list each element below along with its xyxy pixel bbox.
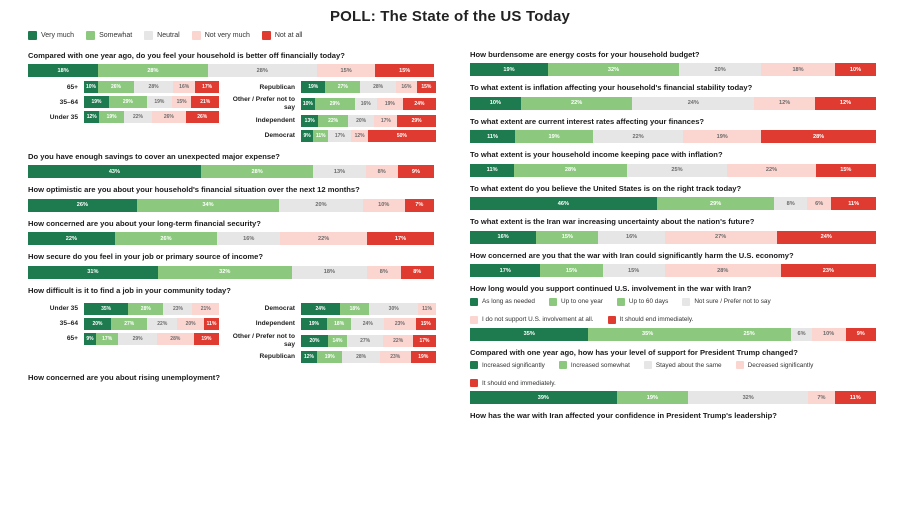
- legend-item: [559, 361, 630, 369]
- bar-segment: 12%: [84, 111, 99, 123]
- bar-segment: 11%: [470, 130, 515, 143]
- bar-segment: 11%: [313, 130, 328, 142]
- bar-segment: 8%: [774, 197, 806, 210]
- legend-item: [617, 298, 668, 306]
- bar-segment: 7%: [405, 199, 434, 212]
- bar-trump-support-change: [470, 391, 876, 404]
- bar-segment: 19%: [301, 318, 327, 330]
- bar-segment: 25%: [707, 328, 792, 341]
- legend-label: Increased significantly: [482, 361, 545, 369]
- breakdown-row-label: Democrat: [264, 131, 295, 139]
- bar-segment: 15%: [417, 81, 436, 93]
- bar-segment: 9%: [846, 328, 876, 341]
- question-support-duration: How long would you support continued U.S. involvement in the war with Iran?: [470, 284, 752, 294]
- legend-swatch: [644, 361, 652, 369]
- breakdown-row-label: Republican: [259, 83, 295, 91]
- breakdown-row-bar: [84, 111, 219, 123]
- bar-segment: 23%: [384, 318, 415, 330]
- bar-segment: 23%: [380, 351, 411, 363]
- bar-segment: 26%: [115, 232, 217, 245]
- breakdown-row-label: Democrat: [264, 305, 295, 313]
- legend-label: As long as needed: [482, 298, 535, 306]
- question-optimism: How optimistic are you about your household's financial situation over the next 12 months?: [28, 185, 360, 195]
- bar-segment: 10%: [835, 63, 876, 76]
- better-off-breakdowns: [12, 77, 444, 144]
- breakdown-row: [229, 115, 444, 127]
- bar-segment: 30%: [369, 303, 418, 315]
- right-column: [454, 44, 886, 425]
- question-trump-support-change: Compared with one year ago, how has your level of support for President Trump changed?: [470, 347, 798, 357]
- bar-segment: 15%: [603, 264, 665, 277]
- bar-segment: 19%: [99, 111, 123, 123]
- bar-better-off-overall: [28, 64, 434, 77]
- bar-segment: 11%: [204, 318, 219, 330]
- bar-segment: 23%: [163, 303, 192, 315]
- bar-segment: 24%: [403, 98, 436, 110]
- bar-segment: 18%: [327, 318, 352, 330]
- bar-segment: 28%: [208, 64, 317, 77]
- legend-item: [736, 361, 814, 369]
- question-energy-costs: How burdensome are energy costs for your household budget?: [470, 50, 700, 59]
- legend-item-not-at-all: [262, 31, 303, 40]
- bar-segment: 16%: [355, 98, 377, 110]
- bar-segment: 11%: [831, 197, 876, 210]
- bar-segment: 8%: [401, 266, 434, 279]
- question-savings: Do you have enough savings to cover an unexpected major expense?: [28, 151, 280, 161]
- bar-segment: 29%: [109, 96, 147, 108]
- legend-label-very-much: Very much: [41, 32, 75, 39]
- bar-support-duration: [470, 328, 876, 341]
- breakdown-row: [12, 81, 227, 93]
- bar-segment: 8%: [366, 165, 398, 178]
- bar-segment: 19%: [617, 391, 688, 404]
- breakdown-row: [229, 351, 444, 363]
- breakdown-row: [229, 81, 444, 93]
- bar-segment: 21%: [192, 303, 218, 315]
- legend-swatch: [470, 316, 478, 324]
- bar-segment: 22%: [147, 318, 177, 330]
- bar-segment: 21%: [191, 96, 219, 108]
- legend-swatch: [470, 361, 478, 369]
- bar-segment: 15%: [416, 318, 436, 330]
- bar-segment: 18%: [292, 266, 367, 279]
- bar-inflation-stability: [470, 97, 876, 110]
- legend-label: Not sure / Prefer not to say: [694, 298, 771, 306]
- bar-segment: 15%: [536, 231, 598, 244]
- bar-segment: 28%: [342, 351, 379, 363]
- question-find-job: How difficult is it to find a job in your community today?: [28, 285, 231, 295]
- bar-segment: 14%: [328, 335, 347, 347]
- legend-item: [549, 298, 603, 306]
- bar-segment: 19%: [194, 333, 219, 345]
- bar-segment: 32%: [158, 266, 292, 279]
- breakdown-row-label: Independent: [255, 320, 295, 328]
- bar-segment: 13%: [313, 165, 365, 178]
- bar-segment: 24%: [777, 231, 876, 244]
- bar-segment: 28%: [665, 264, 781, 277]
- bar-segment: 22%: [318, 115, 347, 127]
- bar-segment: 28%: [157, 333, 194, 345]
- question-job-security: How secure do you feel in your job or primary source of income?: [28, 252, 264, 262]
- bar-segment: 28%: [201, 165, 314, 178]
- legend-swatch-not-at-all: [262, 31, 271, 40]
- bar-segment: 9%: [301, 130, 313, 142]
- legend-item: [644, 361, 722, 369]
- bar-segment: 26%: [152, 111, 185, 123]
- bar-segment: 27%: [347, 335, 383, 347]
- bar-segment: 29%: [315, 98, 355, 110]
- bar-segment: 9%: [84, 333, 96, 345]
- bar-segment: 17%: [195, 81, 219, 93]
- bar-segment: 22%: [280, 232, 367, 245]
- bar-long-term-security: [28, 232, 434, 245]
- legend-label: Increased somewhat: [570, 361, 630, 369]
- bar-segment: 35%: [84, 303, 128, 315]
- bar-job-security: [28, 266, 434, 279]
- bar-segment: 12%: [754, 97, 815, 110]
- legend-swatch: [470, 298, 478, 306]
- legend-label: Stayed about the same: [655, 361, 722, 369]
- breakdown-row-label: Other / Prefer not to say: [232, 333, 295, 348]
- bar-segment: 20%: [301, 335, 328, 347]
- breakdown-row-label: 35–64: [59, 98, 78, 106]
- legend-item: [682, 298, 770, 306]
- breakdown-row: [12, 111, 227, 123]
- legend-label-neutral: Neutral: [157, 32, 180, 39]
- bar-energy-costs: [470, 63, 876, 76]
- legend-swatch: [617, 298, 625, 306]
- bar-segment: 34%: [137, 199, 279, 212]
- bar-segment: 11%: [470, 164, 514, 177]
- bar-segment: 22%: [28, 232, 115, 245]
- bar-segment: 26%: [28, 199, 137, 212]
- bar-segment: 27%: [111, 318, 147, 330]
- breakdown-row: [229, 318, 444, 330]
- legend-support-duration: [470, 298, 870, 324]
- breakdown-row-bar: [84, 318, 219, 330]
- bar-segment: 19%: [683, 130, 761, 143]
- bar-segment: 16%: [598, 231, 664, 244]
- question-iran-uncertainty: To what extent is the Iran war increasing uncertainty about the nation's future?: [470, 217, 755, 227]
- bar-segment: 19%: [411, 351, 436, 363]
- breakdown-row-bar: [84, 333, 219, 345]
- legend-item-not-very-much: [192, 31, 250, 40]
- find-job-breakdowns: [12, 299, 444, 366]
- bar-segment: 16%: [396, 81, 417, 93]
- bar-segment: 10%: [470, 97, 521, 110]
- bar-segment: 19%: [317, 351, 342, 363]
- bar-segment: 39%: [470, 391, 617, 404]
- question-better-off: Compared with one year ago, do you feel your household is better off financially today?: [28, 51, 345, 60]
- bar-segment: 11%: [835, 391, 876, 404]
- legend-label: I do not support U.S. involvement at all.: [482, 316, 594, 324]
- bar-optimism: [28, 199, 434, 212]
- breakdown-row: [12, 318, 227, 330]
- breakdown-row-label: Republican: [259, 353, 295, 361]
- breakdown-row: [229, 96, 444, 111]
- bar-interest-rates: [470, 130, 876, 143]
- bar-segment: 17%: [328, 130, 351, 142]
- legend-label: Up to 60 days: [628, 298, 669, 306]
- legend-swatch-neutral: [144, 31, 153, 40]
- bar-segment: 10%: [363, 199, 405, 212]
- bar-segment: 20%: [679, 63, 761, 76]
- breakdown-row-label: Other / Prefer not to say: [232, 96, 295, 112]
- bar-segment: 12%: [815, 97, 876, 110]
- legend-swatch: [736, 361, 744, 369]
- bar-segment: 6%: [791, 328, 811, 341]
- breakdown-row-label: Independent: [255, 116, 295, 124]
- legend-item: [470, 316, 594, 324]
- breakdown-row-bar: [301, 303, 436, 315]
- bar-segment: 19%: [377, 98, 403, 110]
- bar-segment: 22%: [593, 130, 683, 143]
- breakdown-row-label: Under 35: [49, 305, 78, 313]
- question-income-vs-inflation: To what extent is your household income keeping pace with inflation?: [470, 150, 723, 160]
- bar-segment: 29%: [118, 333, 156, 345]
- legend-trump-support-change: [470, 361, 870, 387]
- legend-swatch-not-very-much: [192, 31, 201, 40]
- bar-segment: 46%: [470, 197, 657, 210]
- bar-segment: 24%: [301, 303, 340, 315]
- breakdown-row: [229, 333, 444, 348]
- legend-label: Up to one year: [560, 298, 603, 306]
- breakdown-row-bar: [84, 96, 219, 108]
- bar-segment: 10%: [84, 81, 98, 93]
- legend-item: [470, 361, 545, 369]
- bar-segment: 32%: [688, 391, 808, 404]
- question-inflation-stability: To what extent is inflation affecting your household's financial stability today?: [470, 83, 753, 93]
- bar-segment: 19%: [515, 130, 593, 143]
- bar-segment: 20%: [84, 318, 111, 330]
- breakdown-row: [12, 96, 227, 108]
- breakdown-row-label: 65+: [66, 83, 78, 91]
- better-off-by-age: [12, 81, 227, 144]
- bar-segment: 28%: [514, 164, 627, 177]
- bar-segment: 15%: [317, 64, 376, 77]
- bar-segment: 28%: [360, 81, 396, 93]
- legend-label-somewhat: Somewhat: [99, 32, 133, 39]
- legend-item-very-much: [28, 31, 74, 40]
- bar-iran-uncertainty: [470, 231, 876, 244]
- bar-segment: 19%: [301, 81, 325, 93]
- breakdown-row-bar: [84, 81, 219, 93]
- breakdown-row-bar: [301, 351, 436, 363]
- better-off-by-party: [229, 81, 444, 144]
- bar-segment: 27%: [665, 231, 777, 244]
- breakdown-row-bar: [301, 130, 436, 142]
- bar-income-vs-inflation: [470, 164, 876, 177]
- bar-right-track: [470, 197, 876, 210]
- bar-segment: 22%: [383, 335, 413, 347]
- legend-swatch: [559, 361, 567, 369]
- bar-segment: 18%: [761, 63, 835, 76]
- bar-segment: 22%: [521, 97, 633, 110]
- bar-segment: 7%: [808, 391, 834, 404]
- question-long-term-security: How concerned are you about your long-term financial security?: [28, 218, 261, 228]
- bar-segment: 15%: [816, 164, 876, 177]
- legend-swatch: [608, 316, 616, 324]
- bar-segment: 22%: [124, 111, 152, 123]
- breakdown-row-label: 65+: [66, 335, 78, 343]
- bar-segment: 17%: [470, 264, 540, 277]
- bar-segment: 27%: [325, 81, 360, 93]
- legend-swatch: [682, 298, 690, 306]
- bar-segment: 18%: [340, 303, 369, 315]
- bar-segment: 23%: [781, 264, 876, 277]
- bar-segment: 10%: [301, 98, 315, 110]
- bar-segment: 29%: [397, 115, 436, 127]
- bar-segment: 17%: [96, 333, 119, 345]
- legend-label-not-very-much: Not very much: [204, 32, 250, 39]
- bar-segment: 15%: [375, 64, 434, 77]
- bar-segment: 13%: [301, 115, 318, 127]
- page-title: POLL: The State of the US Today: [329, 8, 571, 25]
- breakdown-row: [12, 303, 227, 315]
- breakdown-row-bar: [301, 98, 436, 110]
- breakdown-row: [229, 303, 444, 315]
- legend-label: It should end immediately.: [482, 379, 556, 387]
- bar-segment: 24%: [632, 97, 754, 110]
- bar-segment: 35%: [470, 328, 588, 341]
- breakdown-row: [229, 130, 444, 142]
- bar-segment: 8%: [367, 266, 400, 279]
- breakdown-row-label: Under 35: [49, 113, 78, 121]
- question-iran-harm-economy: How concerned are you that the war with Iran could significantly harm the U.S. economy?: [470, 250, 794, 260]
- bar-segment: 24%: [351, 318, 384, 330]
- bar-segment: 20%: [177, 318, 204, 330]
- legend-swatch: [549, 298, 557, 306]
- find-job-by-party: [229, 303, 444, 366]
- bar-segment: 22%: [727, 164, 815, 177]
- bar-segment: 16%: [173, 81, 195, 93]
- legend-item: [470, 298, 535, 306]
- bar-segment: 20%: [348, 115, 375, 127]
- bar-segment: 19%: [84, 96, 109, 108]
- question-iran-confidence: How has the war with Iran affected your confidence in President Trump's leadership?: [470, 411, 777, 421]
- bar-segment: 20%: [279, 199, 363, 212]
- legend-label-not-at-all: Not at all: [274, 32, 303, 39]
- breakdown-row: [12, 333, 227, 345]
- legend-swatch-somewhat: [86, 31, 95, 40]
- bar-segment: 28%: [134, 81, 173, 93]
- bar-segment: 15%: [540, 264, 602, 277]
- bar-segment: 28%: [761, 130, 876, 143]
- breakdown-row-bar: [84, 303, 219, 315]
- legend-swatch-very-much: [28, 31, 37, 40]
- bar-segment: 19%: [470, 63, 548, 76]
- bar-segment: 25%: [627, 164, 727, 177]
- bar-segment: 18%: [28, 64, 98, 77]
- bar-segment: 50%: [368, 130, 436, 142]
- left-column: [12, 44, 444, 425]
- bar-iran-harm-economy: [470, 264, 876, 277]
- bar-segment: 16%: [217, 232, 280, 245]
- bar-segment: 28%: [98, 64, 207, 77]
- legend-swatch: [470, 379, 478, 387]
- bar-segment: 28%: [128, 303, 163, 315]
- legend-item-neutral: [144, 31, 180, 40]
- legend-item: [608, 316, 694, 324]
- bar-segment: 11%: [418, 303, 436, 315]
- breakdown-row-bar: [301, 318, 436, 330]
- breakdown-row-bar: [301, 81, 436, 93]
- legend-item-somewhat: [86, 31, 132, 40]
- bar-segment: 17%: [367, 232, 434, 245]
- bar-segment: 17%: [413, 335, 436, 347]
- bar-segment: 17%: [374, 115, 397, 127]
- bar-segment: 35%: [588, 328, 706, 341]
- bar-segment: 6%: [807, 197, 831, 210]
- bar-segment: 16%: [470, 231, 536, 244]
- bar-segment: 12%: [351, 130, 367, 142]
- bar-segment: 32%: [548, 63, 679, 76]
- bar-savings: [28, 165, 434, 178]
- breakdown-row-bar: [301, 335, 436, 347]
- bar-segment: 9%: [398, 165, 434, 178]
- bar-segment: 26%: [98, 81, 134, 93]
- bar-segment: 10%: [812, 328, 846, 341]
- bar-segment: 19%: [147, 96, 172, 108]
- bar-segment: 43%: [28, 165, 201, 178]
- question-right-track: To what extent do you believe the United States is on the right track today?: [470, 183, 742, 193]
- find-job-by-age: [12, 303, 227, 366]
- bar-segment: 31%: [28, 266, 158, 279]
- legend-item: [470, 379, 556, 387]
- bar-segment: 15%: [172, 96, 192, 108]
- bar-segment: 29%: [657, 197, 775, 210]
- question-unemployment: How concerned are you about rising unemployment?: [28, 373, 220, 383]
- bar-segment: 26%: [186, 111, 219, 123]
- bar-segment: 12%: [301, 351, 317, 363]
- breakdown-row-label: 35–64: [59, 320, 78, 328]
- legend-top: [0, 25, 900, 44]
- legend-label: It should end immediately.: [619, 316, 694, 324]
- legend-label: Decreased significantly: [747, 361, 814, 369]
- question-interest-rates: To what extent are current interest rates affecting your finances?: [470, 116, 705, 126]
- breakdown-row-bar: [301, 115, 436, 127]
